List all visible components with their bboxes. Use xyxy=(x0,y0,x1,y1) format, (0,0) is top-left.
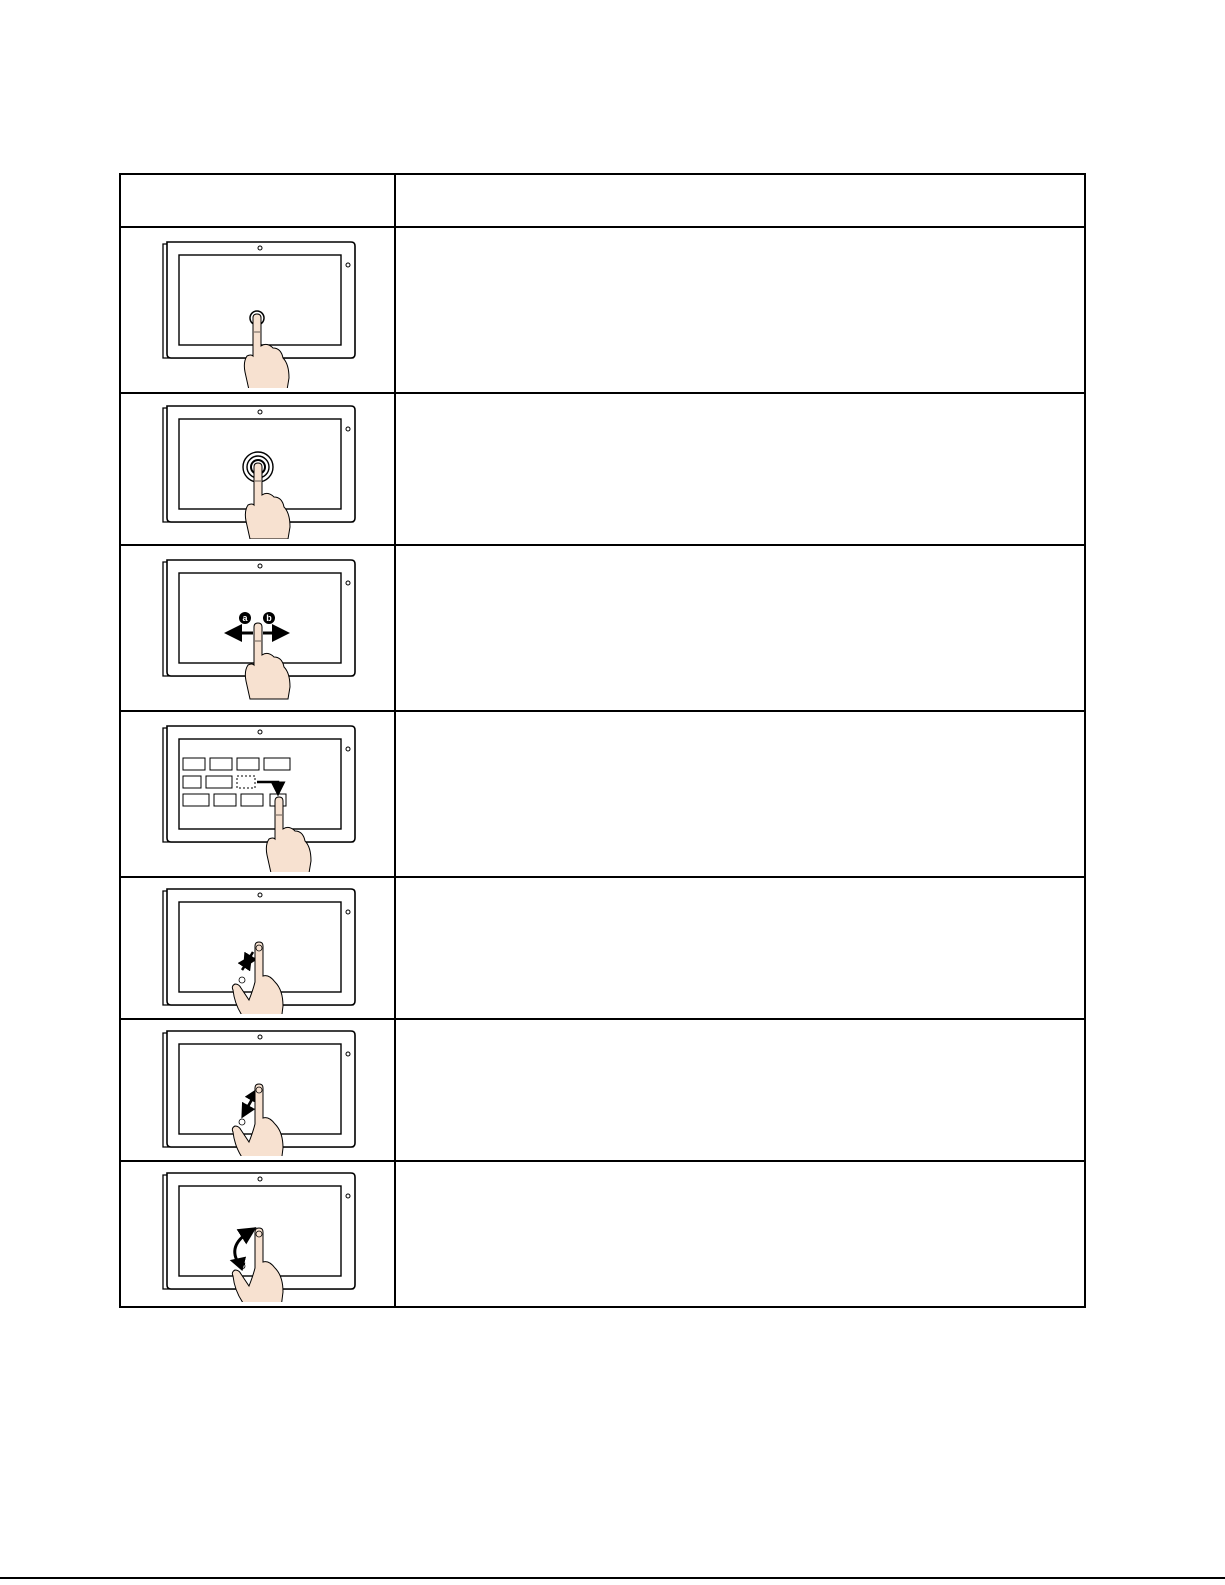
header-illustration xyxy=(120,174,395,227)
table-row xyxy=(120,877,1085,1019)
illustration-cell xyxy=(120,545,395,711)
illustration-cell xyxy=(120,877,395,1019)
rotate-icon xyxy=(153,1166,363,1302)
touch-gestures-table xyxy=(119,173,1086,1308)
drag-item-icon xyxy=(153,717,363,872)
table-row xyxy=(120,1161,1085,1307)
table-row xyxy=(120,393,1085,545)
description-cell xyxy=(395,711,1085,877)
marker-a-label: a xyxy=(241,612,248,623)
table-header-row xyxy=(120,174,1085,227)
stretch-out-icon xyxy=(153,1024,363,1156)
description-cell xyxy=(395,393,1085,545)
table-row xyxy=(120,227,1085,393)
table-row xyxy=(120,711,1085,877)
description-cell xyxy=(395,545,1085,711)
header-description xyxy=(395,174,1085,227)
marker-b-label: b xyxy=(265,612,272,623)
illustration-cell xyxy=(120,227,395,393)
description-cell xyxy=(395,1019,1085,1161)
pinch-in-icon xyxy=(153,882,363,1014)
description-cell xyxy=(395,1161,1085,1307)
table-row xyxy=(120,545,1085,711)
illustration-cell xyxy=(120,1161,395,1307)
footer-rule xyxy=(0,1577,1225,1579)
illustration-cell xyxy=(120,1019,395,1161)
tap-icon xyxy=(153,233,363,388)
slide-left-right-icon xyxy=(153,551,363,706)
tap-and-hold-icon xyxy=(153,399,363,539)
table-row xyxy=(120,1019,1085,1161)
description-cell xyxy=(395,227,1085,393)
illustration-cell xyxy=(120,393,395,545)
description-cell xyxy=(395,877,1085,1019)
illustration-cell xyxy=(120,711,395,877)
